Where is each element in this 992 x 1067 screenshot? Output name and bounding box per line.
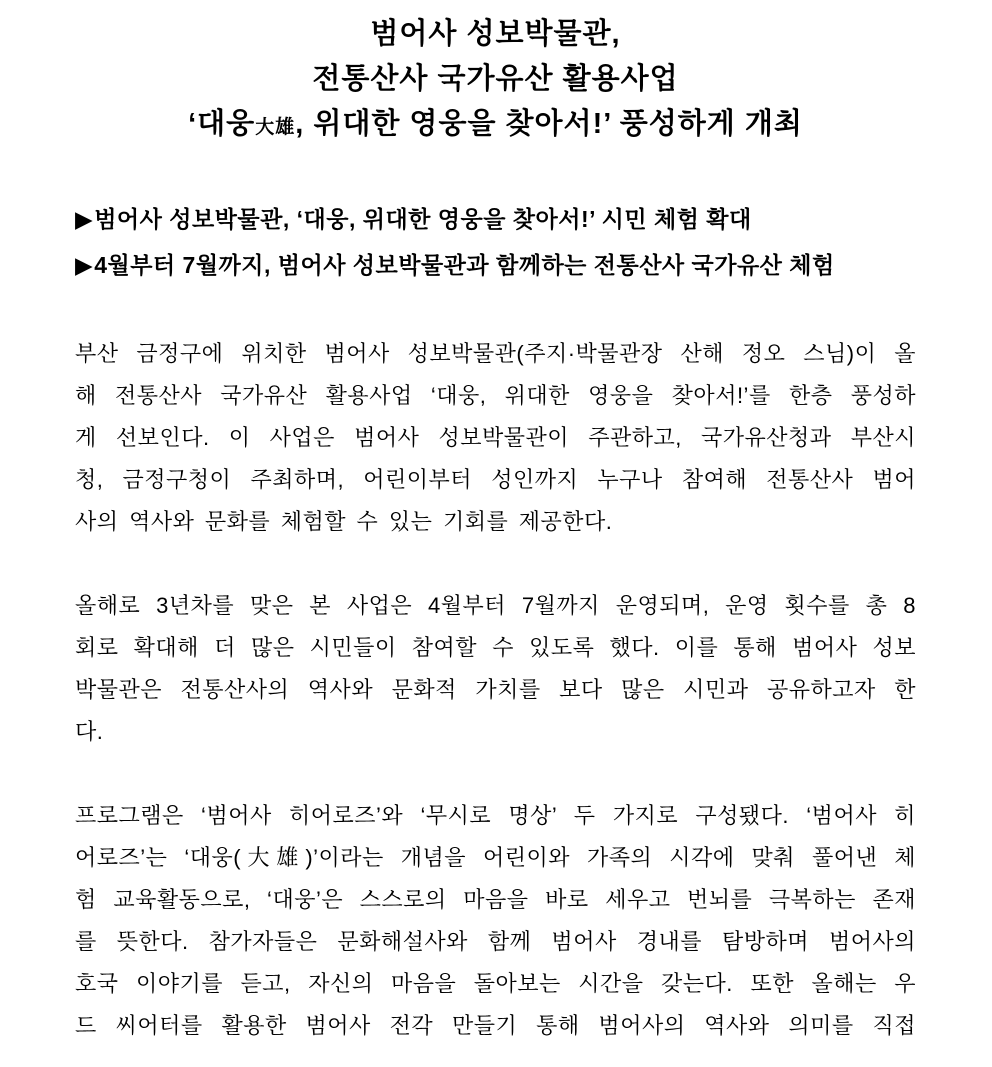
- paragraph-2-line-4: 다.: [75, 719, 104, 744]
- paragraph-2-line-3: 박물관은 전통산사의 역사와 문화적 가치를 보다 많은 시민과 공유하고자 한: [75, 677, 916, 702]
- paragraph-1-line-3: 게 선보인다. 이 사업은 범어사 성보박물관이 주관하고, 국가유산청과 부산시: [75, 425, 916, 450]
- body-text: [75, 333, 916, 1047]
- title-line-3: [75, 102, 916, 150]
- bullet-arrow-icon: ▶: [75, 206, 94, 232]
- paragraph-2: [75, 585, 916, 753]
- title-line-2: 전통산사 국가유산 활용사업: [312, 63, 679, 95]
- paragraph-1-line-5: 사의 역사와 문화를 체험할 수 있는 기회를 제공한다.: [75, 509, 613, 534]
- title-hanja-daeung: 大雄: [255, 117, 296, 138]
- paragraph-3-line-5: 호국 이야기를 듣고, 자신의 마음을 돌아보는 시간을 갖는다. 또한 올해는 우: [75, 971, 916, 996]
- title-line-1: 범어사 성보박물관,: [370, 18, 621, 50]
- bullet-item-1-text: 범어사 성보박물관, ‘대웅, 위대한 영웅을 찾아서!’ 시민 체험 확대: [94, 206, 752, 232]
- paragraph-1: [75, 333, 916, 543]
- paragraph-1-line-1: 부산 금정구에 위치한 범어사 성보박물관(주지·박물관장 산해 정오 스님)이 올: [75, 341, 916, 366]
- bullet-item-1: [75, 196, 916, 242]
- title-line-3-prefix: ‘대웅: [188, 108, 256, 140]
- bullet-arrow-icon: ▶: [75, 252, 94, 278]
- paragraph-1-line-4: 청, 금정구청이 주최하며, 어린이부터 성인까지 누구나 참여해 전통산사 범어: [75, 467, 916, 492]
- paragraph-3-line-6: 드 씨어터를 활용한 범어사 전각 만들기 통해 범어사의 역사와 의미를 직접: [75, 1013, 916, 1038]
- page-title: [75, 12, 916, 150]
- paragraph-3: [75, 795, 916, 1047]
- paragraph-2-line-2: 회로 확대해 더 많은 시민들이 참여할 수 있도록 했다. 이를 통해 범어사 성보: [75, 635, 916, 660]
- bullet-item-2: [75, 242, 916, 288]
- paragraph-3-line-1: 프로그램은 ‘범어사 히어로즈’와 ‘무시로 명상’ 두 가지로 구성됐다. ‘범어사 히: [75, 803, 916, 828]
- paragraph-3-line-4: 를 뜻한다. 참가자들은 문화해설사와 함께 범어사 경내를 탐방하며 범어사의: [75, 929, 916, 954]
- paragraph-1-line-2: 해 전통산사 국가유산 활용사업 ‘대웅, 위대한 영웅을 찾아서!’를 한층 풍성하: [75, 383, 916, 408]
- paragraph-2-line-1: 올해로 3년차를 맞은 본 사업은 4월부터 7월까지 운영되며, 운영 횟수를 총 8: [75, 593, 916, 618]
- paragraph-3-line-2: 어로즈’는 ‘대웅(大雄)’이라는 개념을 어린이와 가족의 시각에 맞춰 풀어낸 체: [75, 845, 916, 870]
- title-line-3-suffix: , 위대한 영웅을 찾아서!’ 풍성하게 개최: [295, 108, 803, 140]
- bullet-item-2-text: 4월부터 7월까지, 범어사 성보박물관과 함께하는 전통산사 국가유산 체험: [94, 252, 835, 278]
- summary-bullets: [75, 196, 916, 288]
- paragraph-3-line-3: 험 교육활동으로, ‘대웅’은 스스로의 마음을 바로 세우고 번뇌를 극복하는 존재: [75, 887, 916, 912]
